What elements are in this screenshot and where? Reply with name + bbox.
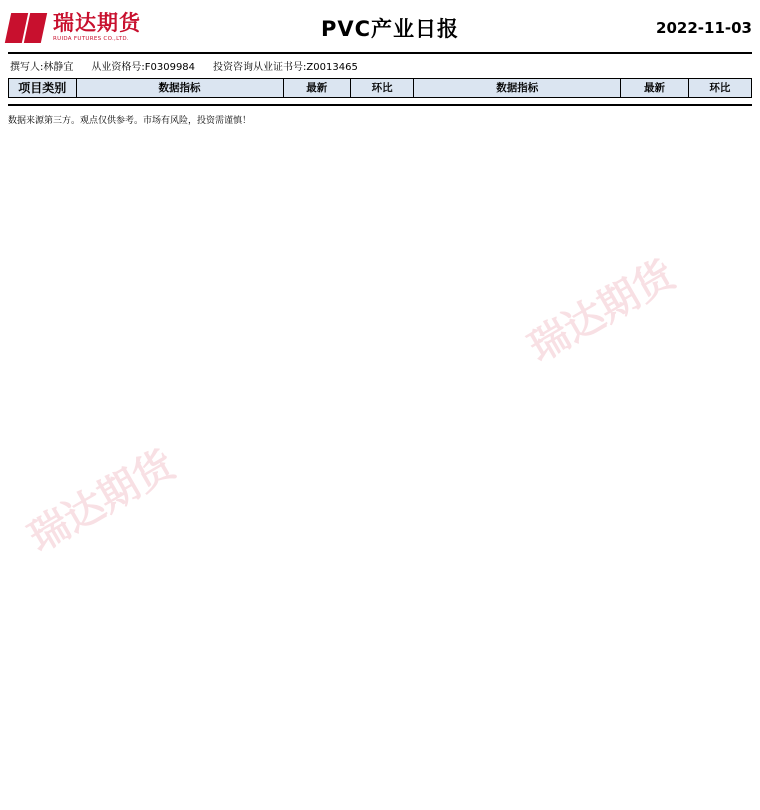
- column-header: 最新: [283, 79, 351, 98]
- byline-consult: 投资咨询从业证书号:Z0013465: [213, 62, 358, 73]
- report-date: 2022-11-03: [656, 19, 752, 37]
- byline-author: 撰写人:林静宜: [10, 62, 74, 73]
- table-header-row: [9, 79, 752, 98]
- watermark-right: 瑞达期货: [520, 251, 683, 372]
- data-table: [8, 78, 752, 98]
- company-logo: [8, 11, 178, 45]
- company-name-cn: 瑞达期货: [53, 11, 141, 36]
- column-header: 环比: [688, 79, 751, 98]
- byline-qualification: 从业资格号:F0309984: [91, 62, 196, 73]
- page-title: PVC产业日报: [320, 17, 460, 41]
- watermark-left: 瑞达期货: [20, 441, 183, 562]
- column-header: 数据指标: [76, 79, 283, 98]
- column-header: 项目类别: [9, 79, 77, 98]
- column-header: 环比: [351, 79, 414, 98]
- byline: [8, 54, 752, 78]
- footer-disclaimer: 数据来源第三方。观点仅供参考。市场有风险，投资需谨慎！: [8, 116, 252, 126]
- page-header: [8, 6, 752, 50]
- column-header: 数据指标: [414, 79, 621, 98]
- company-name-en: RUIDA FUTURES CO.,LTD.: [53, 36, 129, 43]
- column-header: 最新: [621, 79, 689, 98]
- logo-mark-icon: [8, 11, 48, 45]
